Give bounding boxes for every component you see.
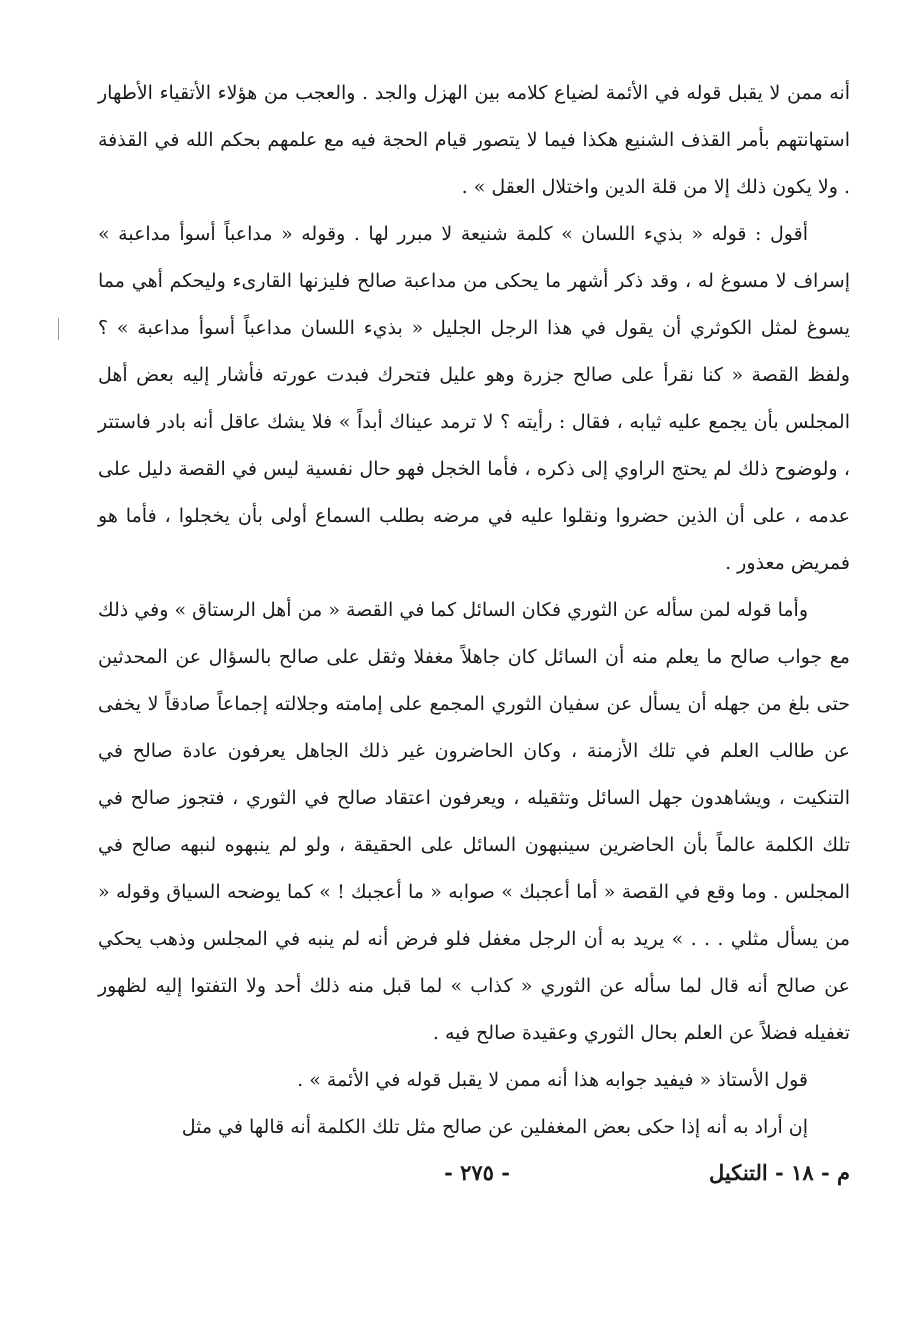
margin-mark	[58, 318, 59, 340]
paragraph-ustadh-quote: قول الأستاذ « فيفيد جوابه هذا أنه ممن لا يقبل قوله في الأئمة » .	[297, 1069, 808, 1091]
paragraph-thawri: وأما قوله لمن سأله عن الثوري فكان السائل كما في القصة « من أهل الرستاق » وفي ذلك مع جواب صالح ما يعلم منه أن السائل كان جاهلاً مغفلا وثقل على صالح بالسؤال عن المحدثين حتى بلغ من جهله أن يسأل عن سفيان الثوري المجمع على إمامته وجلالته إجماعاً صادقاً لا يخفى عن طالب العلم في تلك الأزمنة ، وكان الحاضرون غير ذلك الجاهل يعرفون عادة صالح في التنكيت ، ويشاهدون جهل السائل وتثقيله ، ويعرفون اعتقاد صالح في الثوري ، فتجوز صالح في تلك الكلمة عالماً بأن الحاضرين سينبهون السائل على الحقيقة ، ولو لم ينبهوه لنبهه صالح في المجلس . وما وقع في القصة « أما أعجبك » صوابه « ما أعجبك ! » كما يوضحه السياق وقوله « من يسأل مثلي . . . » يريد به أن الرجل مغفل فلو فرض أنه لم ينبه في المجلس وذهب يحكي عن صالح أنه قال لما سأله عن الثوري « كذاب » لما قبل منه ذلك أحد ولا التفتوا إليه لظهور تغفيله فضلاً عن العلم بحال الثوري وعقيدة صالح فيه .	[98, 599, 850, 1044]
paragraph-continuation: أنه ممن لا يقبل قوله في الأئمة لضياع كلامه بين الهزل والجد . والعجب من هؤلاء الأتقياء الأطهار استهانتهم بأمر القذف الشنيع هكذا فيما لا يتصور قيام الحجة فيه مع علمهم بحكم الله في القذفة . ولا يكون ذلك إلا من قلة الدين واختلال العقل » .	[98, 82, 850, 198]
paragraph-aqulu: أقول : قوله « بذيء اللسان » كلمة شنيعة لا مبرر لها . وقوله « مداعباً أسوأ مداعبة » إسراف لا مسوغ له ، وقد ذكر أشهر ما يحكى من مداعبة صالح فليزنها القارىء وليحكم أهي مما يسوغ لمثل الكوثري أن يقول في هذا الرجل الجليل « بذيء اللسان مداعباً أسوأ مداعبة » ؟ ولفظ القصة « كنا نقرأ على صالح جزرة وهو عليل فتحرك فبدت عورته فأشار إليه بعض أهل المجلس بأن يجمع عليه ثيابه ، فقال : رأيته ؟ لا ترمد عيناك أبداً » فلا يشك عاقل أنه بادر فاستتر ، ولوضوح ذلك لم يحتج الراوي إلى ذكره ، فأما الخجل فهو حال نفسية ليس في القصة دليل على عدمه ، على أن الذين حضروا ونقلوا عليه في مرضه بطلب السماع أولى بأن يخجلوا ، فأما هو فمريض معذور .	[98, 223, 850, 574]
page-footer	[98, 1160, 850, 1200]
book-signature: م - ١٨ - التنكيل	[709, 1160, 850, 1185]
paragraph-closing: إن أراد به أنه إذا حكى بعض المغفلين عن صالح مثل تلك الكلمة أنه قالها في مثل	[181, 1116, 808, 1138]
page-number: - ٢٧٥ -	[444, 1160, 510, 1185]
page-body	[98, 70, 850, 1151]
